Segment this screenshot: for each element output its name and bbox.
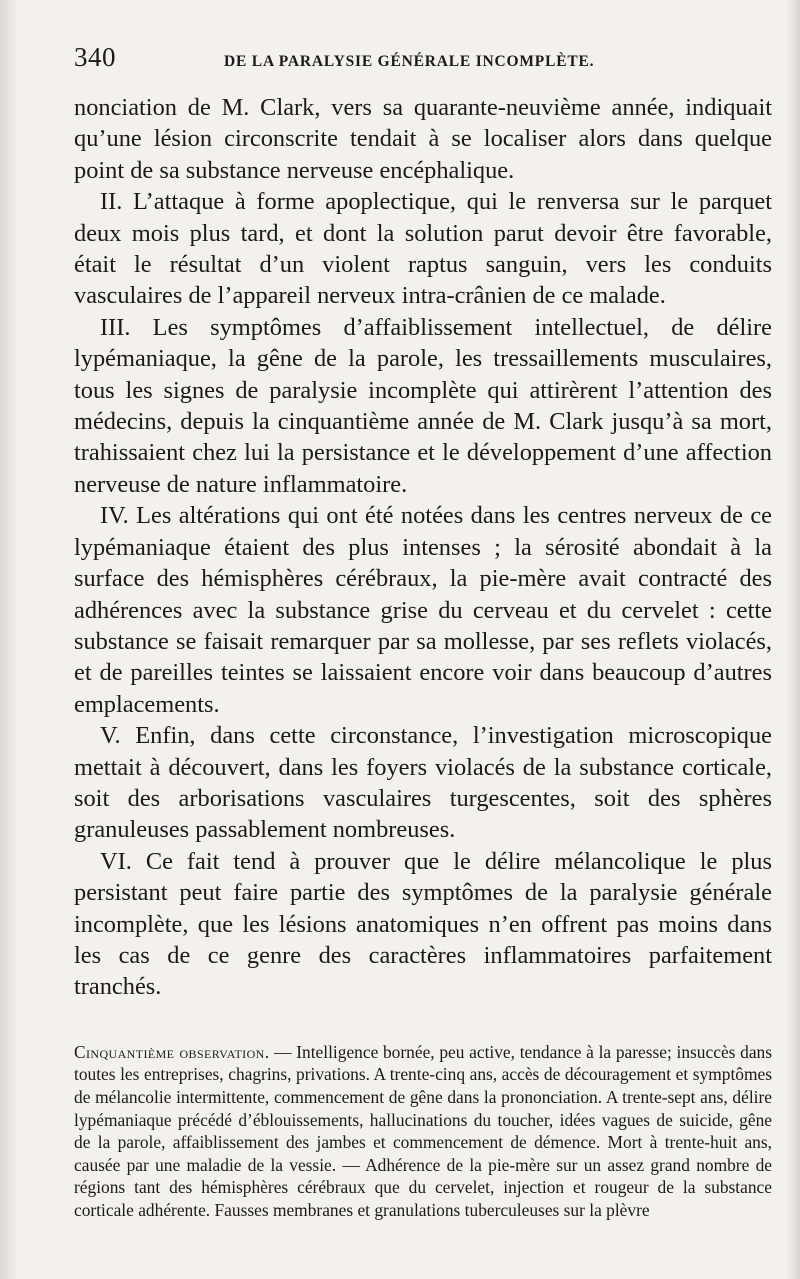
page-number: 340 bbox=[74, 42, 116, 72]
section-spacer bbox=[74, 1003, 772, 1041]
paragraph-iii: III. Les symptômes d’affaiblissement intellectuel, de délire lypémaniaque, la gêne de la parole, les tressaillements musculaires, tous les signes de paralysie incomplète qui attirèrent l’attention des médecins, depuis la cinquantième année de M. Clark jusqu’à sa mort, trahissaient chez lui la persistance et le développement d’une affection nerveuse de nature inflammatoire. bbox=[74, 313, 772, 498]
observation-label: Cinquantième observation. bbox=[74, 1041, 270, 1062]
paragraph-ii: II. L’attaque à forme apoplectique, qui le renversa sur le parquet deux mois plus tard, et dont la solution parut devoir être favorable, était le résultat d’un violent raptus sanguin, vers les conduits vasculaires de l’appareil nerveux intra-crânien de ce malade. bbox=[74, 188, 772, 310]
page-edge-shadow bbox=[786, 0, 800, 1279]
observation-text: — Intelligence bornée, peu active, tendance à la paresse; insuccès dans toutes les entreprises, chagrins, privations. A trente-cinq ans, accès de découragement et symptômes de mélancolie intermittente, commencement de gêne dans la prononciation. A trente-sept ans, délire lypémaniaque précédé d’éblouissements, hallucinations du toucher, idées vagues de suicide, gêne de la parole, affaiblissement des jambes et commencement de démence. Mort à trente-huit ans, causée par une maladie de la vessie. — Adhérence de la pie-mère sur un assez grand nombre de régions tant des hémisphères cérébraux que du cervelet, injection et rougeur de la substance corticale adhérente. Fausses membranes et granulations tuberculeuses sur la plèvre bbox=[74, 1041, 772, 1220]
paragraph-vi: VI. Ce fait tend à prouver que le délire mélancolique le plus persistant peut faire partie des symptômes de la paralysie générale incomplète, que les lésions anatomiques n’en offrent pas moins dans les cas de ce genre des caractères inflammatoires parfaitement tranchés. bbox=[74, 847, 772, 1001]
paragraph-iv: IV. Les altérations qui ont été notées dans les centres nerveux de ce lypémaniaque étaient des plus intenses ; la sérosité abondait à la surface des hémisphères cérébraux, la pie-mère avait contracté des adhérences avec la substance grise du cerveau et du cervelet : cette substance se faisait remarquer par sa mollesse, par ses reflets violacés, et de pareilles teintes se laissaient encore voir dans beaucoup d’autres emplacements. bbox=[74, 502, 772, 718]
paragraph-continuation: nonciation de M. Clark, vers sa quarante-neuvième année, indiquait qu’une lésion circonscrite tendait à se localiser alors dans quelque point de sa substance nerveuse encéphalique. bbox=[74, 94, 772, 184]
paragraph-v: V. Enfin, dans cette circonstance, l’investigation microscopique mettait à découvert, dans les foyers violacés de la substance corticale, soit des arborisations vasculaires turgescentes, soit des sphères granuleuses passablement nombreuses. bbox=[74, 722, 772, 844]
running-head bbox=[74, 42, 772, 82]
observation-note bbox=[74, 1041, 772, 1222]
main-text bbox=[74, 92, 772, 1003]
running-title: DE LA PARALYSIE GÉNÉRALE INCOMPLÈTE. bbox=[224, 53, 595, 70]
